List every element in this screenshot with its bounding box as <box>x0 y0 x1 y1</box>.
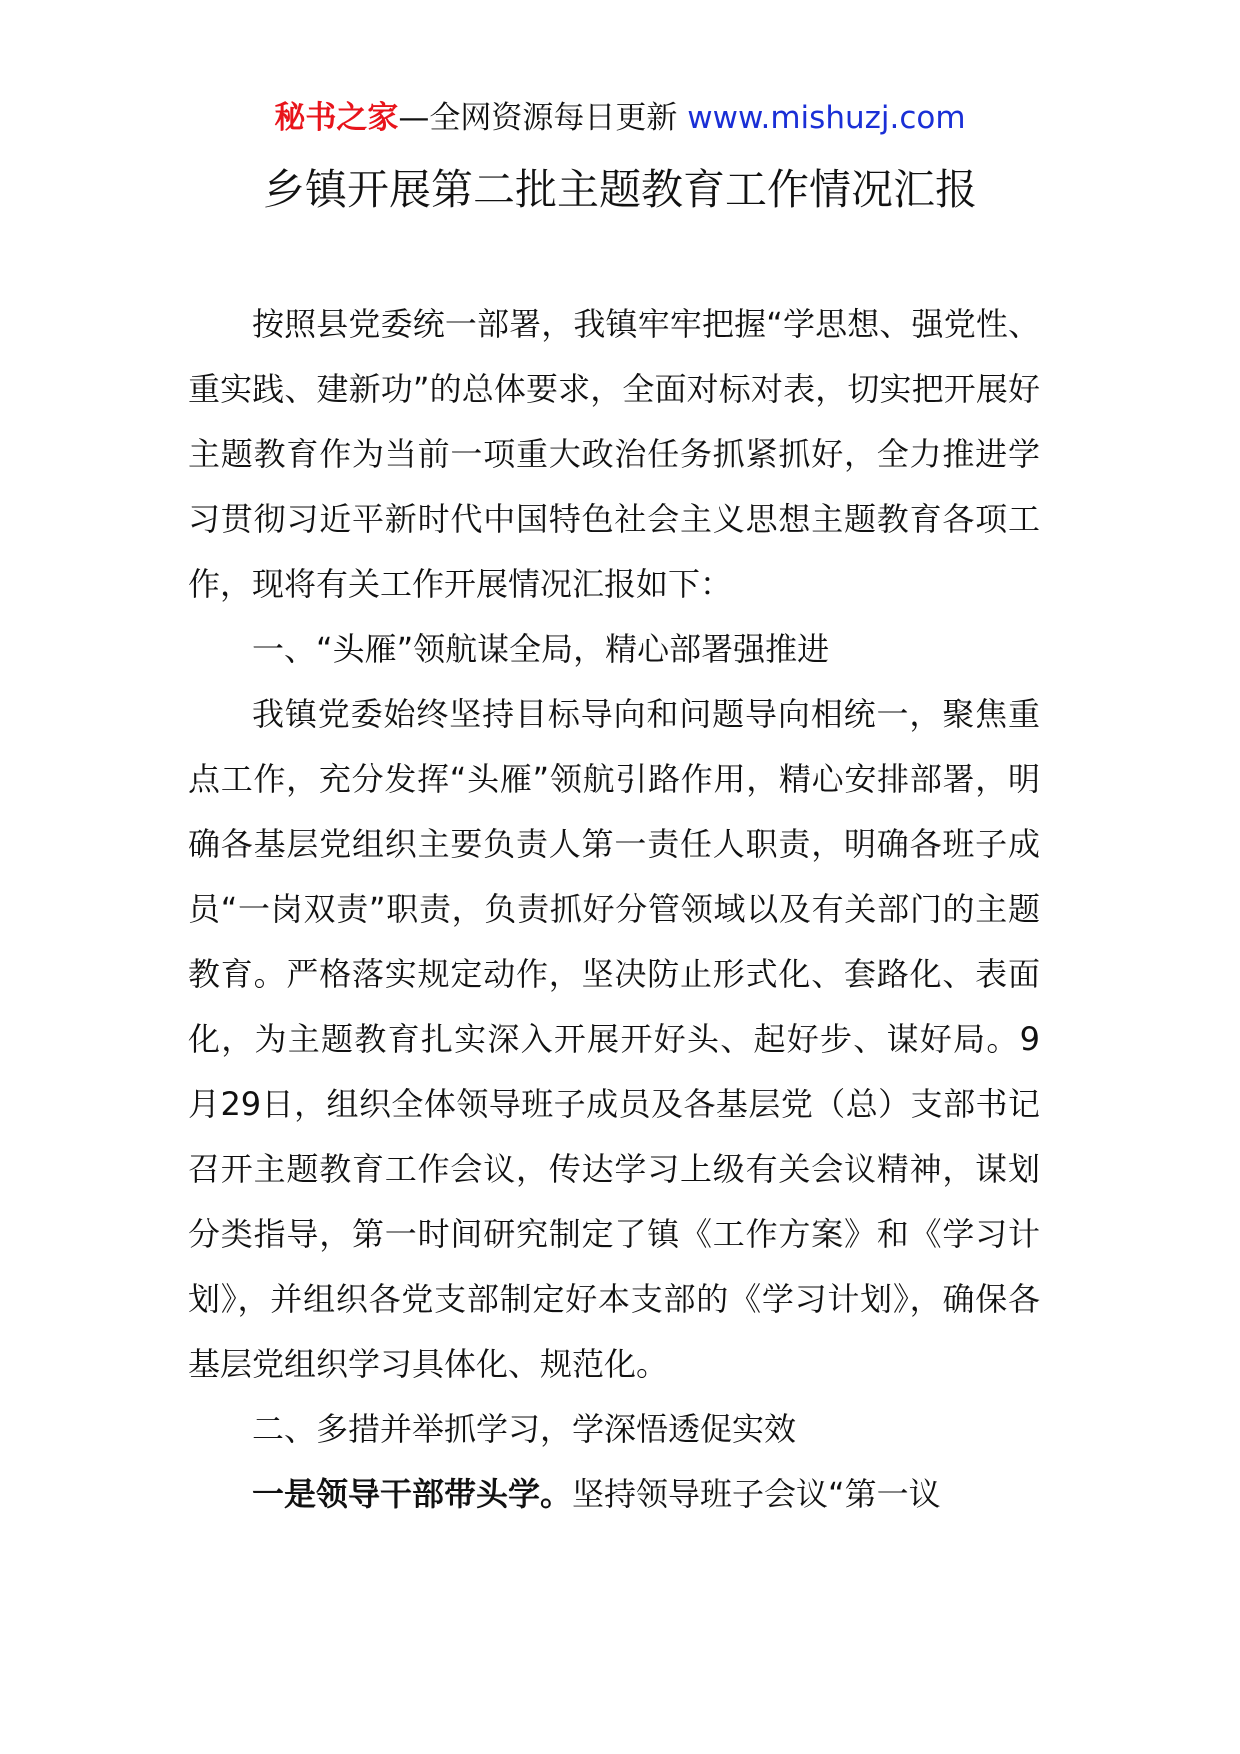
section-2-paragraph <box>188 1462 1040 1527</box>
section-2-lead: 一是领导干部带头学。 <box>252 1475 573 1513</box>
section-1-paragraph: 我镇党委始终坚持目标导向和问题导向相统一，聚焦重点工作，充分发挥“头雁”领航引路作用，精心安排部署，明确各基层党组织主要负责人第一责任人职责，明确各班子成员“一岗双责”职责，负责抓好分管领域以及有关部门的主题教育。严格落实规定动作，坚决防止形式化、套路化、表面化，为主题教育扎实深入开展开好头、起好步、谋好局。9月29日，组织全体领导班子成员及各基层党（总）支部书记召开主题教育工作会议，传达学习上级有关会议精神，谋划分类指导，第一时间研究制定了镇《工作方案》和《学习计划》，并组织各党支部制定好本支部的《学习计划》，确保各基层党组织学习具体化、规范化。 <box>188 695 1040 1383</box>
brand-name: 秘书之家 <box>274 100 399 136</box>
section-2-text: 坚持领导班子会议“第一议 <box>572 1475 941 1513</box>
document-title: 乡镇开展第二批主题教育工作情况汇报 <box>262 165 977 214</box>
document-body <box>188 292 1040 1527</box>
watermark-header <box>0 98 1240 138</box>
section-2-heading: 二、多措并举抓学习，学深悟透促实效 <box>252 1410 797 1448</box>
intro-paragraph: 按照县党委统一部署，我镇牢牢把握“学思想、强党性、重实践、建新功”的总体要求，全面对标对表，切实把开展好主题教育作为当前一项重大政治任务抓紧抓好，全力推进学习贯彻习近平新时代中国特色社会主义思想主题教育各项工作，现将有关工作开展情况汇报如下： <box>188 305 1040 603</box>
header-slogan: —全网资源每日更新 <box>398 100 678 136</box>
section-1-heading: 一、“头雁”领航谋全局，精心部署强推进 <box>252 630 830 668</box>
website-link[interactable]: www.mishuzj.com <box>687 100 966 136</box>
